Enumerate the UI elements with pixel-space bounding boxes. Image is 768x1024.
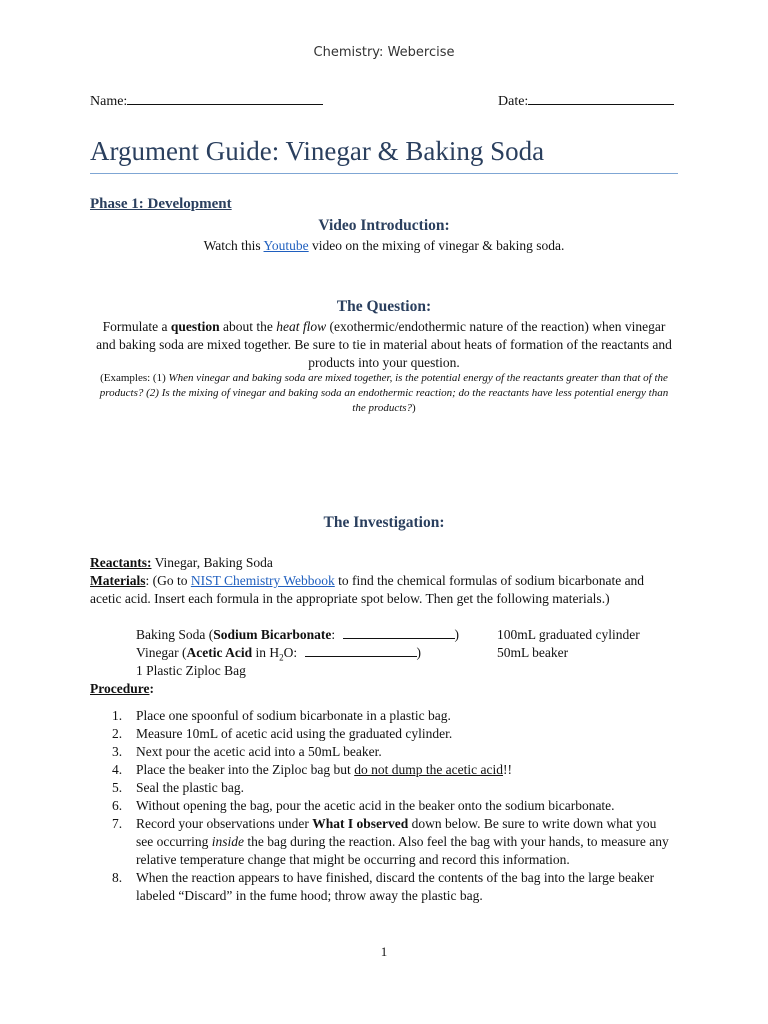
step-text: Next pour the acetic acid into a 50mL beaker.	[136, 744, 382, 759]
materials-post: to find the chemical formulas of sodium bicarbonate and acetic acid. Insert each formula in the appropriate spot below. Then get the following materials.)	[90, 573, 645, 606]
step-bold-text: What I observed	[312, 816, 409, 831]
question-text	[92, 318, 676, 372]
item2-pre: Vinegar (	[136, 645, 187, 660]
step-number: 2.	[112, 726, 123, 741]
step-number: 3.	[112, 744, 123, 759]
question-text-3: (exothermic/endothermic nature of the reaction) when vinegar and baking soda are mixed together. Be sure to tie in material about heats of formation of the reactants and products into your question.	[96, 319, 672, 370]
item1-bold: Sodium Bicarbonate	[213, 627, 332, 642]
nist-webbook-link[interactable]: NIST Chemistry Webbook	[190, 573, 335, 588]
item1-close: )	[454, 627, 460, 642]
name-field[interactable]	[90, 92, 323, 110]
materials-paragraph	[90, 572, 670, 608]
materials-pre: : (Go to	[145, 573, 191, 588]
item2-post: O:	[283, 645, 298, 660]
question-text-1: Formulate a	[102, 319, 171, 334]
step-italic-text: inside	[211, 834, 244, 849]
procedure-heading	[90, 680, 154, 698]
question-bold: question	[170, 319, 220, 334]
item1-post: :	[331, 627, 336, 642]
step-text: Place one spoonful of sodium bicarbonate in a plastic bag.	[136, 708, 451, 723]
reactants-line	[90, 554, 670, 572]
material-item-baking-soda	[136, 626, 459, 644]
procedure-step	[112, 743, 672, 761]
document-header: Chemistry: Webercise	[313, 45, 455, 60]
procedure-step	[112, 707, 672, 725]
step-number: 5.	[112, 780, 123, 795]
title-divider	[90, 173, 678, 174]
video-text-pre: Watch this	[203, 238, 264, 253]
step-underlined-text: do not dump the acetic acid	[354, 762, 504, 777]
step-text: Measure 10mL of acetic acid using the graduated cylinder.	[136, 726, 453, 741]
date-field[interactable]	[498, 92, 674, 110]
procedure-step	[112, 779, 672, 797]
materials-label: Materials	[90, 573, 146, 588]
examples-prefix: (Examples: (1)	[100, 372, 169, 384]
step-number: 8.	[112, 870, 123, 885]
youtube-link[interactable]: Youtube	[263, 238, 309, 253]
procedure-step	[112, 725, 672, 743]
acetic-acid-blank[interactable]	[305, 644, 417, 657]
examples-suffix: )	[412, 402, 416, 414]
page-number: 1	[380, 944, 388, 959]
step-text: Place the beaker into the Ziploc bag but	[136, 762, 355, 777]
material-ziploc-bag: 1 Plastic Ziploc Bag	[136, 663, 246, 678]
video-text-post: video on the mixing of vinegar & baking soda.	[308, 238, 565, 253]
step-number: 6.	[112, 798, 123, 813]
reactants-value: Vinegar, Baking Soda	[151, 555, 273, 570]
procedure-step	[112, 869, 672, 905]
step-text: When the reaction appears to have finished, discard the contents of the bag into the large beaker labeled “Discard” in the fume hood; throw away the plastic bag.	[136, 870, 655, 903]
step-text-end: the bag during the reaction. Also feel the bag with your hands, to measure any relative temperature change that might be occurring and record this information.	[136, 834, 669, 867]
investigation-heading: The Investigation:	[323, 514, 445, 531]
date-blank[interactable]	[528, 92, 674, 105]
procedure-list	[112, 707, 672, 905]
step-number: 1.	[112, 708, 123, 723]
name-label: Name:	[90, 94, 128, 109]
procedure-colon: :	[149, 681, 154, 696]
step-text-end: !!	[503, 762, 513, 777]
sodium-bicarbonate-blank[interactable]	[343, 626, 455, 639]
step-number: 4.	[112, 762, 123, 777]
item2-close: )	[416, 645, 422, 660]
examples-text: When vinegar and baking soda are mixed together, is the potential energy of the reactants greater than that of the products? (2) Is the mixing of vinegar and baking soda an endothermic reaction; do the reactants have less potential energy than the products?	[99, 372, 669, 414]
step-text: Seal the plastic bag.	[136, 780, 244, 795]
video-text	[90, 237, 678, 255]
phase-heading: Phase 1: Development	[90, 196, 232, 212]
item2-bold: Acetic Acid	[186, 645, 253, 660]
page-title: Argument Guide: Vinegar & Baking Soda	[90, 136, 545, 166]
item2-sub: 2	[279, 652, 284, 663]
step-number: 7.	[112, 816, 123, 831]
step-text: Without opening the bag, pour the acetic acid in the beaker onto the sodium bicarbonate.	[136, 798, 615, 813]
date-label: Date:	[498, 94, 529, 109]
video-heading: Video Introduction:	[318, 217, 450, 234]
procedure-step	[112, 761, 672, 779]
procedure-step	[112, 815, 672, 869]
material-graduated-cylinder: 100mL graduated cylinder	[497, 627, 640, 642]
procedure-step	[112, 797, 672, 815]
item2-mid: in H	[252, 645, 280, 660]
question-examples	[92, 371, 676, 416]
reactants-label: Reactants:	[90, 555, 152, 570]
procedure-label: Procedure	[90, 681, 150, 696]
name-blank[interactable]	[127, 92, 323, 105]
item1-pre: Baking Soda (	[136, 627, 214, 642]
question-heading: The Question:	[336, 298, 432, 315]
step-text-mid: down below. Be sure to write down what you see occurring	[136, 816, 657, 849]
step-text: Record your observations under	[136, 816, 313, 831]
question-text-2: about the	[219, 319, 277, 334]
heat-flow-italic: heat flow	[276, 319, 327, 334]
material-beaker: 50mL beaker	[497, 645, 569, 660]
